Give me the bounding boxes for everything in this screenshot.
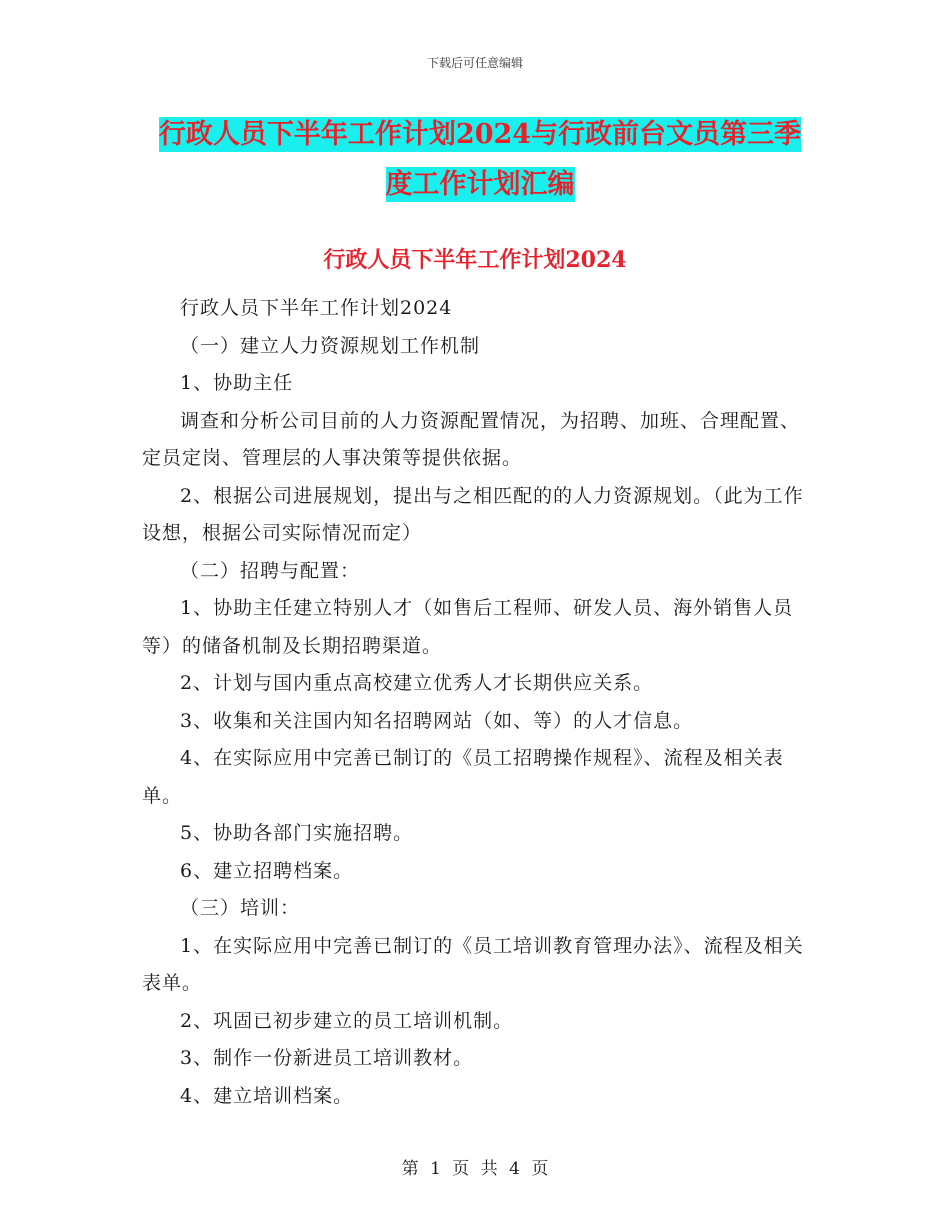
paragraph: 5、协助各部门实施招聘。 xyxy=(180,822,414,844)
paragraph: 4、建立培训档案。 xyxy=(180,1084,354,1107)
paragraph: 1、在实际应用中完善已制订的《员工培训教育管理办法》、流程及相关表单。 xyxy=(142,934,804,994)
paragraph: 2、巩固已初步建立的员工培训机制。 xyxy=(180,1009,514,1032)
paragraph: 3、收集和关注国内知名招聘网站（如、等）的人才信息。 xyxy=(180,709,694,732)
paragraph: 1、协助主任建立特别人才（如售后工程师、研发人员、海外销售人员等）的储备机制及长期招聘渠道。 xyxy=(142,597,794,657)
paragraph: 2、根据公司进展规划，提出与之相匹配的的人力资源规划。（此为工作设想，根据公司实际情况而定） xyxy=(142,484,804,544)
section-title: 行政人员下半年工作计划2024 xyxy=(323,247,627,273)
paragraph: （一）建立人力资源规划工作机制 xyxy=(180,334,481,357)
title-line-1: 行政人员下半年工作计划2024与行政前台文员第三季 xyxy=(158,119,802,150)
paragraph: 3、制作一份新进员工培训教材。 xyxy=(180,1047,474,1069)
paragraph: 1、协助主任 xyxy=(180,372,294,394)
paragraph: 行政人员下半年工作计划2024 xyxy=(180,297,453,319)
document-title xyxy=(140,110,820,210)
document-body xyxy=(142,290,810,1115)
page-footer: 第 1 页 共 4 页 xyxy=(401,1159,549,1179)
title-line-2: 度工作计划汇编 xyxy=(385,169,575,200)
paragraph: （三）培训： xyxy=(180,897,301,919)
paragraph: （二）招聘与配置： xyxy=(180,559,361,582)
paragraph: 调查和分析公司目前的人力资源配置情况，为招聘、加班、合理配置、定员定岗、管理层的人事决策等提供依据。 xyxy=(142,409,801,469)
paragraph: 2、计划与国内重点高校建立优秀人才长期供应关系。 xyxy=(180,672,654,694)
paragraph: 6、建立招聘档案。 xyxy=(180,859,354,882)
paragraph: 4、在实际应用中完善已制订的《员工招聘操作规程》、流程及相关表单。 xyxy=(142,747,784,807)
header-note: 下载后可任意编辑 xyxy=(426,56,523,70)
